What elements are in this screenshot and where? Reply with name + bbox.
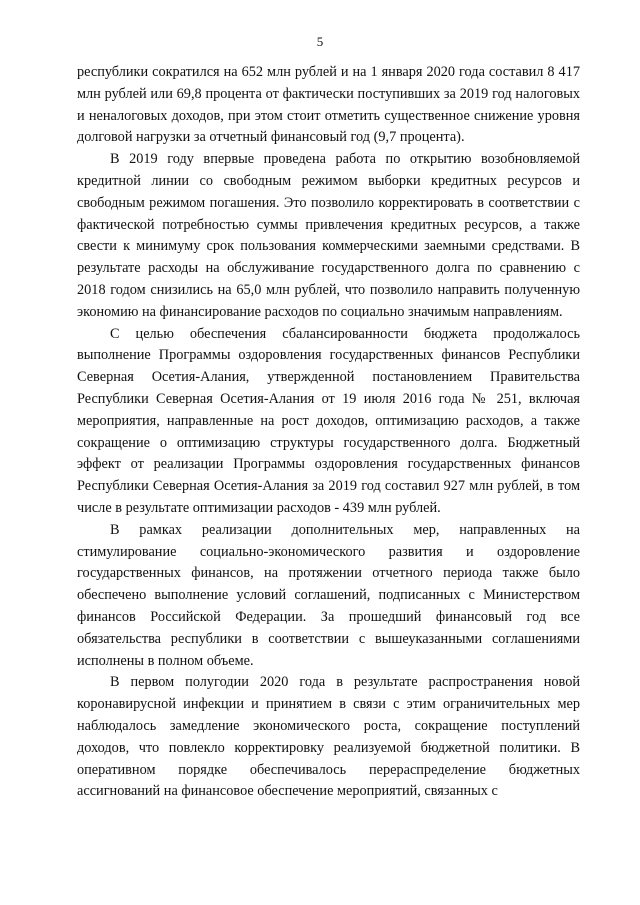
document-body [77,62,580,803]
page-number: 5 [316,34,324,49]
paragraph-agreements: В рамках реализации дополнительных мер, направленных на стимулирование социально-экономического развития и оздоровление государственных финансов, на протяжении отчетного периода также было обеспечено выполнение условий соглашений, подписанных с Министерством финансов Российской Федерации. За прошедший финансовый год все обязательства республики в соответствии с вышеуказанными соглашениями исполнены в полном объеме. [77,521,580,669]
paragraph-continuation: республики сократился на 652 млн рублей и на 1 января 2020 года составил 8 417 млн рублей или 69,8 процента от фактически поступивших за 2019 год налоговых и неналоговых доходов, при этом стоит отметить существенное снижение уровня долговой нагрузки за отчетный финансовый год (9,7 процента). [77,64,580,146]
paragraph-credit-line: В 2019 году впервые проведена работа по открытию возобновляемой кредитной линии со свободным режимом выборки кредитных ресурсов и свободным режимом погашения. Это позволило корректировать в соответствии с фактической потребностью суммы привлечения кредитных ресурсов, а также свести к минимуму срок пользования коммерческими заемными средствами. В результате расходы на обслуживание государственного долга по сравнению с 2018 годом снизились на 65,0 млн рублей, что позволило направить полученную экономию на финансирование расходов по социально значимым направлениям. [77,151,580,320]
paragraph-recovery-program: С целью обеспечения сбалансированности бюджета продолжалось выполнение Программы оздоровления государственных финансов Республики Северная Осетия-Алания, утвержденной постановлением Правительства Республики Северная Осетия-Алания от 19 июля 2016 года № 251, включая мероприятия, направленные на рост доходов, оптимизацию расходов, а также сокращение о оптимизацию структуры государственного долга. Бюджетный эффект от реализации Программы оздоровления государственных финансов Республики Северная Осетия-Алания за 2019 год составил 927 млн рублей, в том числе в результате оптимизации расходов - 439 млн рублей. [77,325,580,516]
paragraph-coronavirus: В первом полугодии 2020 года в результате распространения новой коронавирусной инфекции и принятием в связи с этим ограничительных мер наблюдалось замедление экономического роста, сокращение поступлений доходов, что повлекло корректировку реализуемой бюджетной политики. В оперативном порядке обеспечивалось перераспределение бюджетных ассигнований на финансовое обеспечение мероприятий, связанных с [77,674,580,800]
